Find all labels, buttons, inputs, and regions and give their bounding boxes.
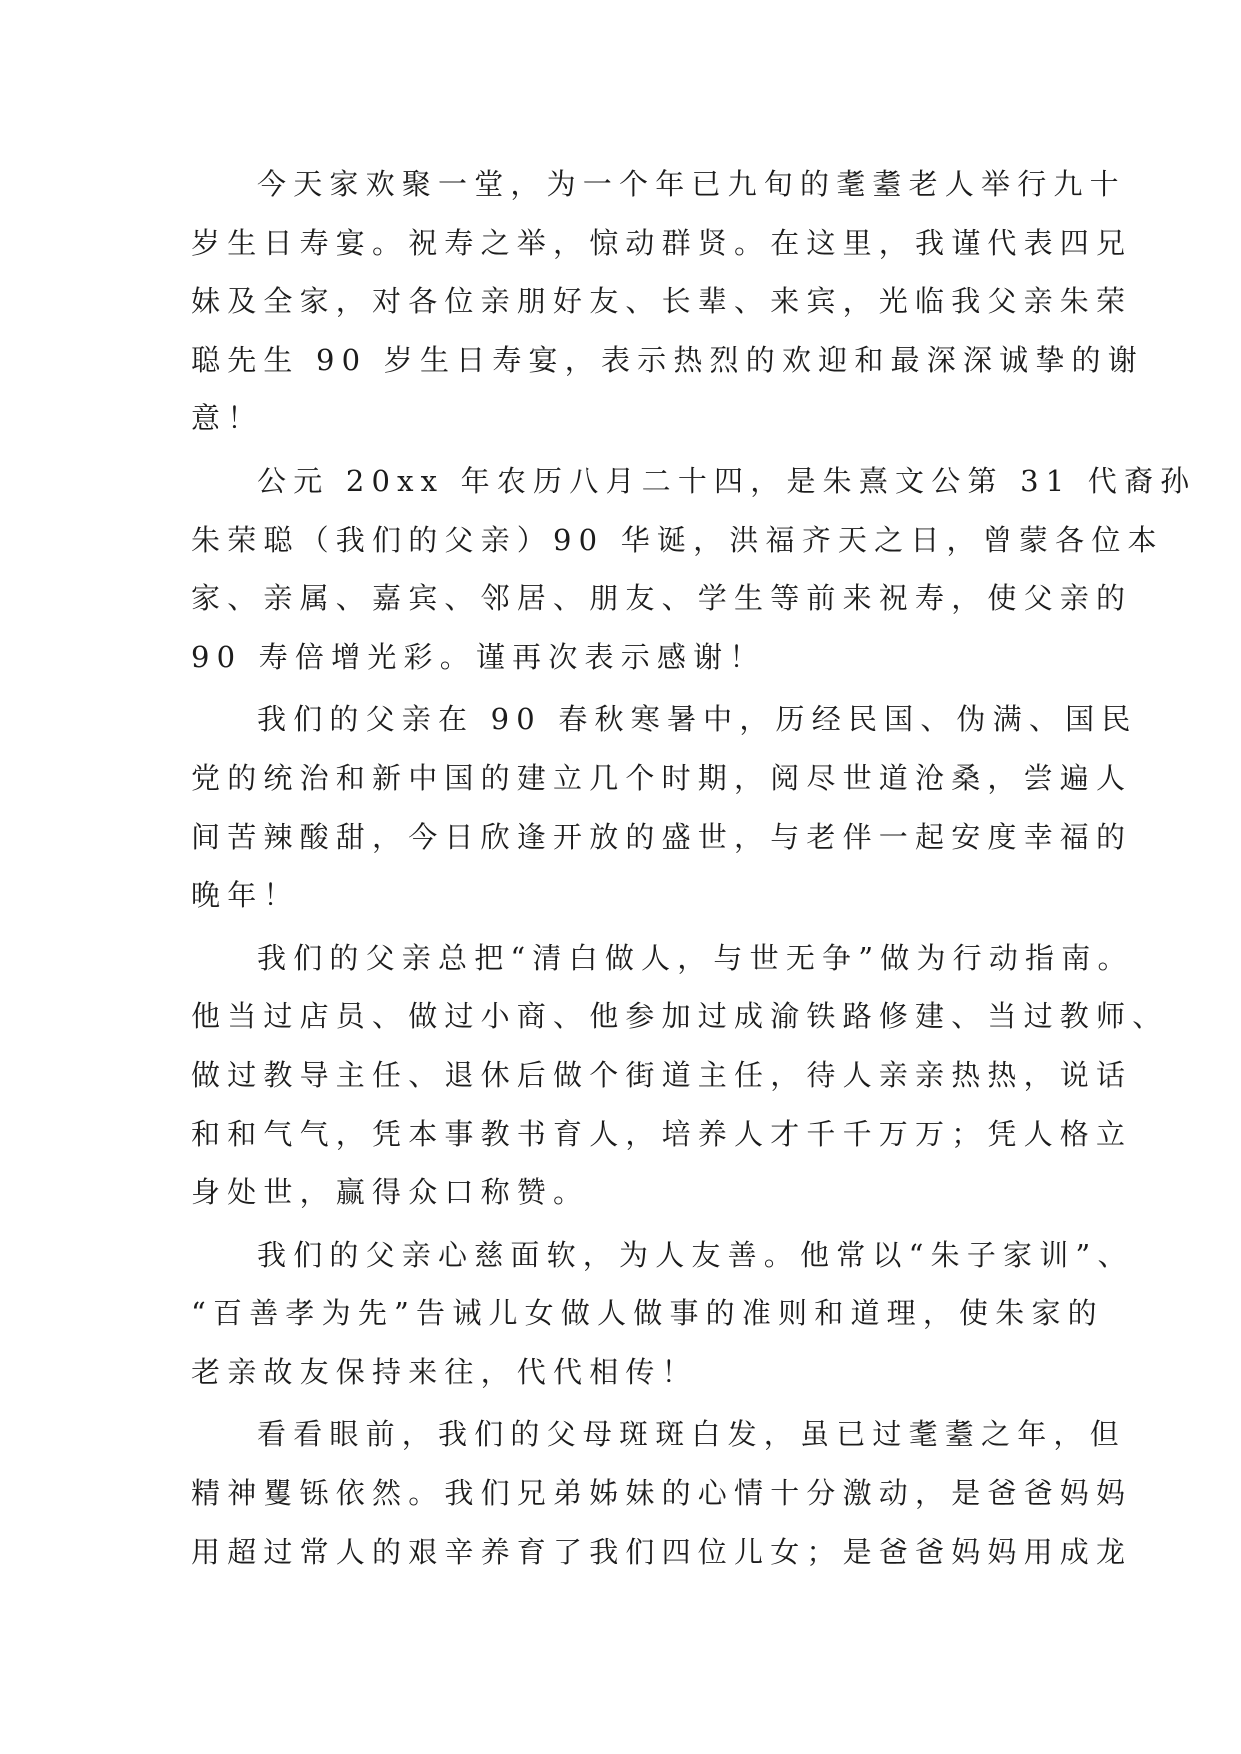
text-line: 用超过常人的艰辛养育了我们四位儿女；是爸爸妈妈用成龙: [191, 1534, 1133, 1569]
text-line: 家、亲属、嘉宾、邻居、朋友、学生等前来祝寿，使父亲的: [191, 581, 1133, 616]
text-line: 看看眼前，我们的父母斑斑白发，虽已过耄耋之年，但: [257, 1417, 1126, 1452]
paragraph-6: [191, 1405, 1133, 1581]
text-line: 聪先生 90 岁生日寿宴，表示热烈的欢迎和最深深诚挚的谢: [191, 342, 1144, 377]
text-line: 妹及全家，对各位亲朋好友、长辈、来宾，光临我父亲朱荣: [191, 284, 1133, 319]
text-line: 和和气气，凭本事教书育人，培养人才千千万万；凭人格立: [191, 1116, 1133, 1151]
text-line: 意！: [191, 401, 264, 436]
text-line: 做过教导主任、退休后做个街道主任，待人亲亲热热，说话: [191, 1057, 1133, 1092]
paragraph-2: [191, 452, 1197, 686]
paragraph-4: [191, 929, 1169, 1222]
paragraph-3: [191, 690, 1138, 924]
text-line: 我们的父亲总把“清白做人，与世无争”做为行动指南。: [257, 940, 1134, 975]
text-line: 精神矍铄依然。我们兄弟姊妹的心情十分激动，是爸爸妈妈: [191, 1476, 1133, 1511]
paragraph-5: [191, 1226, 1134, 1402]
text-line: 老亲故友保持来往，代代相传！: [191, 1354, 698, 1389]
text-line: 朱荣聪（我们的父亲）90 华诞，洪福齐天之日，曾蒙各位本: [191, 522, 1164, 557]
text-line: “百善孝为先”告诫儿女做人做事的准则和道理，使朱家的: [191, 1296, 1104, 1331]
text-line: 身处世，赢得众口称赞。: [191, 1175, 590, 1210]
text-line: 公元 20xx 年农历八月二十四，是朱熹文公第 31 代裔孙: [257, 463, 1197, 498]
text-line: 他当过店员、做过小商、他参加过成渝铁路修建、当过教师、: [191, 999, 1169, 1034]
document-body: [191, 155, 1197, 1585]
text-line: 90 寿倍增光彩。谨再次表示感谢！: [191, 639, 766, 674]
text-line: 今天家欢聚一堂，为一个年已九旬的耄耋老人举行九十: [257, 167, 1126, 201]
text-line: 晚年！: [191, 878, 300, 913]
text-line: 间苦辣酸甜，今日欣逢开放的盛世，与老伴一起安度幸福的: [191, 819, 1133, 854]
text-line: 党的统治和新中国的建立几个时期，阅尽世道沧桑，尝遍人: [191, 760, 1133, 795]
paragraph-1: [191, 155, 1144, 448]
text-line: 岁生日寿宴。祝寿之举，惊动群贤。在这里，我谨代表四兄: [191, 225, 1133, 260]
text-line: 我们的父亲在 90 春秋寒暑中，历经民国、伪满、国民: [257, 702, 1138, 737]
text-line: 我们的父亲心慈面软，为人友善。他常以“朱子家训”、: [257, 1237, 1134, 1272]
